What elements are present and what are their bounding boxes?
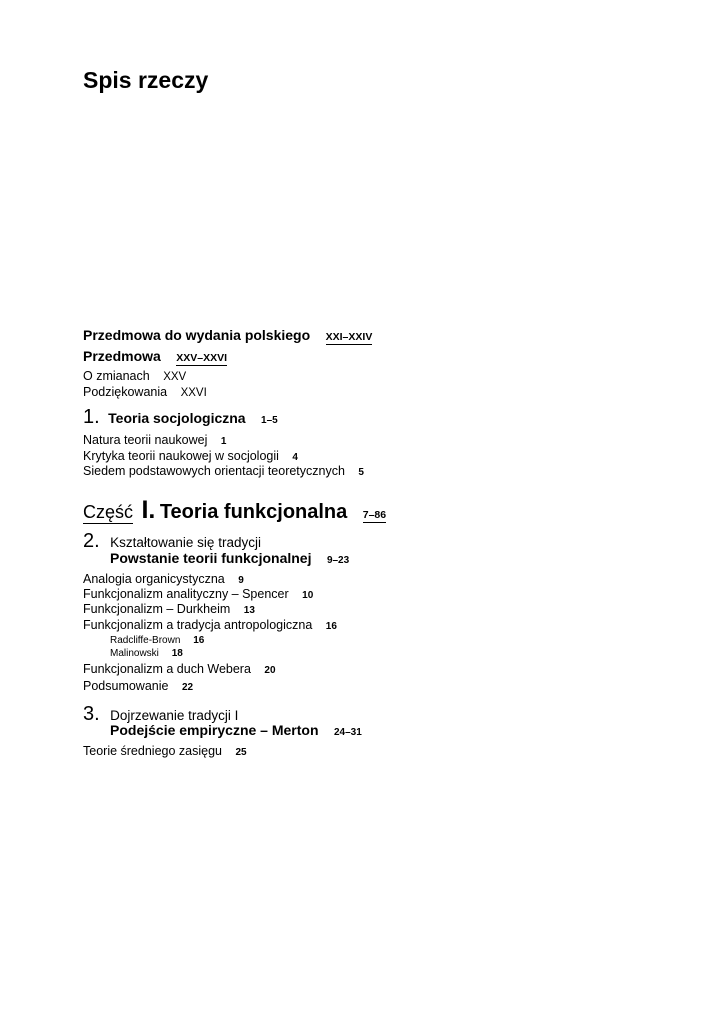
toc-page: 5 <box>358 467 364 478</box>
toc-page: XXVI <box>180 387 207 399</box>
toc-label: Przedmowa <box>83 348 161 364</box>
toc-subentry[interactable] <box>83 465 364 478</box>
toc-page: 22 <box>181 682 194 693</box>
chapter-title: Teoria socjologiczna <box>108 410 246 426</box>
toc-chapter-3[interactable] <box>83 704 238 724</box>
toc-entry-preface[interactable] <box>83 349 227 365</box>
chapter-subtitle: Kształtowanie się tradycji <box>110 535 261 550</box>
toc-subentry[interactable] <box>83 745 247 758</box>
toc-page: 9 <box>238 575 244 586</box>
chapter-subtitle: Dojrzewanie tradycji I <box>110 708 239 723</box>
toc-page: XXV <box>163 371 187 383</box>
chapter-pages: 24–31 <box>333 727 362 738</box>
chapter-pages: 1–5 <box>261 415 278 426</box>
toc-label: Krytyka teorii naukowej w socjologii <box>83 449 279 463</box>
toc-page: 18 <box>171 648 183 659</box>
toc-label: Podziękowania <box>83 385 168 399</box>
toc-label: O zmianach <box>83 369 150 383</box>
toc-chapter-1[interactable] <box>83 407 278 427</box>
toc-subsubentry[interactable] <box>110 636 204 646</box>
toc-label: Funkcjonalizm a duch Webera <box>83 662 251 676</box>
toc-label: Analogia organicystyczna <box>83 572 225 586</box>
toc-chapter-3-title[interactable] <box>110 723 362 739</box>
toc-label: Siedem podstawowych orientacji teoretycznych <box>83 464 345 478</box>
toc-entry-preface-pl[interactable] <box>83 328 372 344</box>
toc-chapter-2[interactable] <box>83 531 261 551</box>
chapter-title: Podejście empiryczne – Merton <box>110 722 319 738</box>
toc-label: Przedmowa do wydania polskiego <box>83 327 311 343</box>
toc-pages: XXV–XXVI <box>176 352 228 364</box>
chapter-number: 2. <box>83 530 100 552</box>
toc-label: Funkcjonalizm analityczny – Spencer <box>83 587 289 601</box>
toc-subentry[interactable] <box>83 450 298 463</box>
toc-subentry[interactable] <box>83 619 337 632</box>
toc-subentry[interactable] <box>83 663 276 676</box>
toc-label: Podsumowanie <box>83 679 169 693</box>
toc-label: Teorie średniego zasięgu <box>83 744 222 758</box>
part-label: Część <box>83 502 134 522</box>
toc-page: 25 <box>235 747 247 758</box>
toc-label: Malinowski <box>110 648 159 659</box>
toc-label: Funkcjonalizm – Durkheim <box>83 602 231 616</box>
toc-subsubentry[interactable] <box>110 649 183 659</box>
toc-page: 10 <box>302 590 314 601</box>
toc-page: 1 <box>220 436 227 447</box>
chapter-title: Powstanie teorii funkcjonalnej <box>110 550 312 566</box>
toc-subentry[interactable] <box>83 573 244 586</box>
chapter-number: 1. <box>83 406 100 428</box>
toc-label: Radcliffe-Brown <box>110 635 181 646</box>
toc-label: Funkcjonalizm a tradycja antropologiczna <box>83 618 313 632</box>
toc-page: 16 <box>325 621 337 632</box>
part-number: I. <box>141 496 156 524</box>
toc-subentry[interactable] <box>83 588 313 601</box>
part-title: Teoria funkcjonalna <box>159 501 348 523</box>
toc-pages: XXI–XXIV <box>325 331 373 343</box>
chapter-pages: 9–23 <box>326 555 350 566</box>
toc-page: 4 <box>292 452 298 463</box>
toc-part-1[interactable] <box>83 498 386 523</box>
toc-page: 16 <box>193 635 205 646</box>
part-pages: 7–86 <box>362 509 387 521</box>
page-title: Spis rzeczy <box>83 67 209 93</box>
chapter-number: 3. <box>83 703 100 725</box>
toc-chapter-2-title[interactable] <box>110 551 349 567</box>
toc-subentry[interactable] <box>83 603 255 616</box>
toc-subentry[interactable] <box>83 680 193 693</box>
toc-subentry[interactable] <box>83 386 207 400</box>
toc-subentry[interactable] <box>83 434 226 447</box>
toc-subentry[interactable] <box>83 370 186 384</box>
toc-page: 13 <box>243 605 255 616</box>
toc-page: 20 <box>264 665 276 676</box>
toc-label: Natura teorii naukowej <box>83 433 208 447</box>
